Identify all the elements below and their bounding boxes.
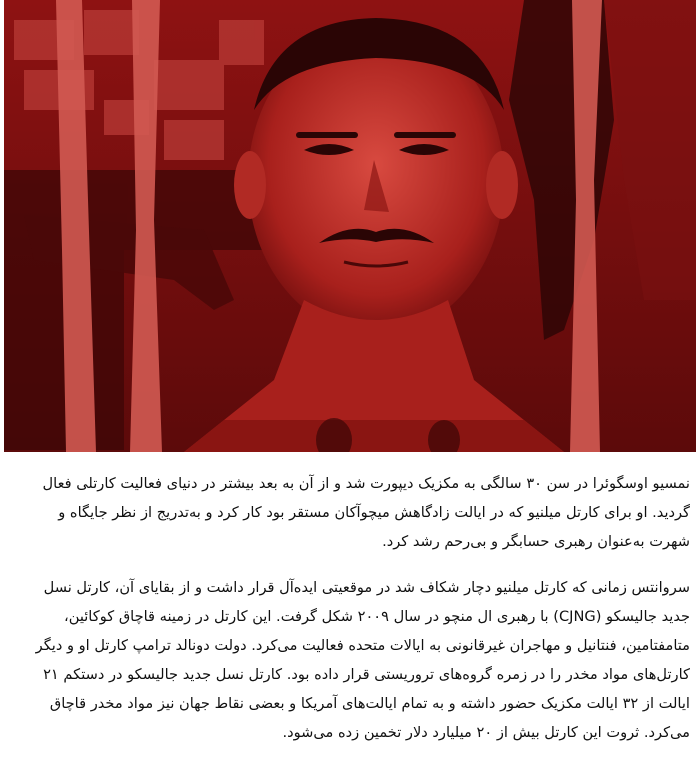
- hero-image: [4, 0, 696, 452]
- portrait-photo: [4, 0, 696, 452]
- paragraph-1: نمسیو اوسگوئرا در سن ۳۰ سالگی به مکزیک دیپورت شد و از آن به بعد بیشتر در دنیای فعالیت کارتلی فعال گردید. او برای کارتل میلنیو که در ایالت زادگاهش میچوآکان مستقر بود کار کرد و به‌تدریج از نظر جایگاه و شهرت به‌عنوان رهبری حسابگر و بی‌رحم رشد کرد.: [42, 475, 690, 550]
- article-body: [0, 452, 700, 747]
- paragraph-2: سروانتس زمانی که کارتل میلنیو دچار شکاف شد در موقعیتی ایده‌آل قرار داشت و از بقایای آن، کارتل نسل جدید جالیسکو (CJNG) با رهبری ال منچو در سال ۲۰۰۹ شکل گرفت. این کارتل در زمینه قاچاق کوکائین، متامفتامین، فنتانیل و مهاجران غیرقانونی به ایالات متحده فعالیت می‌کرد. دولت دونالد ترامپ کارتل او و دیگر کارتل‌های مواد مخدر را در زمره گروه‌های تروریستی قرار داده بود. کارتل نسل جدید جالیسکو در دستکم ۲۱ ایالت از ۳۲ ایالت مکزیک حضور داشته و به تمام ایالت‌های آمریکا و بعضی نقاط جهان نیز مواد مخدر قاچاق می‌کرد. ثروت این کارتل بیش از ۲۰ میلیارد دلار تخمین زده می‌شود.: [35, 579, 690, 741]
